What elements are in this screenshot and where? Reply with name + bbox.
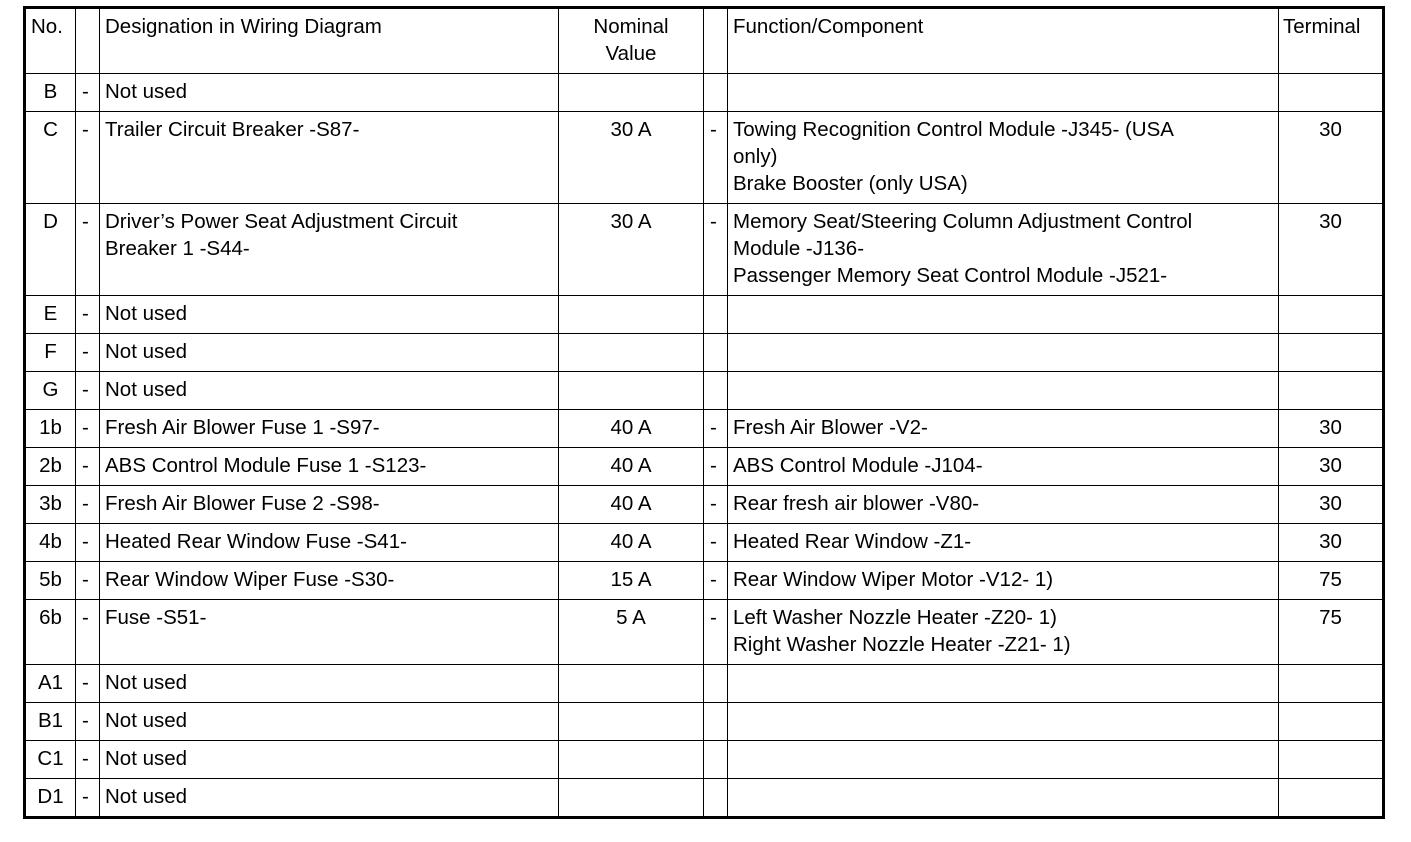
terminal-cell (1279, 741, 1384, 779)
function-cell-line: Rear fresh air blower -V80- (733, 492, 980, 515)
designation-dash: - (76, 486, 100, 524)
fuse-number: 5b (25, 562, 76, 600)
table-row (25, 204, 1384, 296)
function-cell (728, 562, 1279, 600)
designation-cell (100, 372, 559, 410)
function-cell-line: ABS Control Module -J104- (733, 454, 983, 477)
terminal-cell: 75 (1279, 600, 1384, 665)
terminal-cell: 30 (1279, 524, 1384, 562)
function-cell-line: Rear Window Wiper Motor -V12- 1) (733, 568, 1054, 591)
function-dash (704, 74, 728, 112)
terminal-cell (1279, 74, 1384, 112)
function-cell (728, 600, 1279, 665)
function-cell-line: Towing Recognition Control Module -J345- (USA (733, 118, 1174, 141)
table-row (25, 524, 1384, 562)
function-cell (728, 779, 1279, 818)
table-row (25, 112, 1384, 204)
function-cell (728, 204, 1279, 296)
header-terminal: Terminal (1279, 8, 1384, 74)
designation-dash: - (76, 410, 100, 448)
designation-dash: - (76, 204, 100, 296)
designation-cell-line: Not used (105, 671, 188, 694)
designation-dash: - (76, 524, 100, 562)
function-dash (704, 779, 728, 818)
nominal-value-cell: 40 A (559, 448, 704, 486)
table-row (25, 665, 1384, 703)
designation-dash: - (76, 372, 100, 410)
fuse-number: F (25, 334, 76, 372)
fuse-number: C1 (25, 741, 76, 779)
table-row (25, 410, 1384, 448)
designation-cell-line: Not used (105, 80, 188, 103)
fuse-number: 4b (25, 524, 76, 562)
nominal-value-cell: 40 A (559, 486, 704, 524)
designation-cell-line: Rear Window Wiper Fuse -S30- (105, 568, 395, 591)
function-dash: - (704, 448, 728, 486)
designation-cell (100, 112, 559, 204)
designation-dash: - (76, 448, 100, 486)
nominal-value-cell (559, 779, 704, 818)
function-cell (728, 296, 1279, 334)
function-cell-line: Brake Booster (only USA) (733, 172, 968, 195)
function-cell (728, 741, 1279, 779)
nominal-value-cell (559, 741, 704, 779)
function-dash: - (704, 562, 728, 600)
terminal-cell (1279, 334, 1384, 372)
designation-cell-line: ABS Control Module Fuse 1 -S123- (105, 454, 427, 477)
designation-cell-line: Heated Rear Window Fuse -S41- (105, 530, 407, 553)
designation-cell-line: Fuse -S51- (105, 606, 207, 629)
function-dash: - (704, 486, 728, 524)
designation-cell (100, 486, 559, 524)
designation-dash: - (76, 703, 100, 741)
function-dash: - (704, 524, 728, 562)
designation-cell (100, 665, 559, 703)
terminal-cell (1279, 703, 1384, 741)
designation-cell-line: Not used (105, 709, 188, 732)
function-cell (728, 372, 1279, 410)
function-cell-line: Memory Seat/Steering Column Adjustment Control (733, 210, 1193, 233)
function-cell (728, 486, 1279, 524)
designation-cell-line: Not used (105, 340, 188, 363)
fuse-number: 2b (25, 448, 76, 486)
nominal-value-cell: 15 A (559, 562, 704, 600)
designation-cell (100, 741, 559, 779)
designation-cell-line: Not used (105, 302, 188, 325)
table-row (25, 600, 1384, 665)
terminal-cell: 30 (1279, 204, 1384, 296)
function-dash (704, 665, 728, 703)
header-no: No. (25, 8, 76, 74)
designation-cell (100, 703, 559, 741)
function-cell (728, 334, 1279, 372)
designation-cell (100, 448, 559, 486)
nominal-value-cell: 30 A (559, 112, 704, 204)
header-value-line: Value (605, 42, 657, 65)
designation-cell (100, 334, 559, 372)
designation-cell-line: Not used (105, 747, 188, 770)
function-dash: - (704, 112, 728, 204)
function-cell (728, 524, 1279, 562)
designation-cell (100, 296, 559, 334)
header-nominal-line: Nominal (593, 15, 669, 38)
nominal-value-cell (559, 334, 704, 372)
designation-dash: - (76, 296, 100, 334)
nominal-value-cell (559, 703, 704, 741)
table-row (25, 74, 1384, 112)
terminal-cell (1279, 779, 1384, 818)
fuse-number: 1b (25, 410, 76, 448)
designation-cell-line: Not used (105, 785, 188, 808)
fuse-number: A1 (25, 665, 76, 703)
header-function-dash-blank (704, 8, 728, 74)
table-row (25, 448, 1384, 486)
function-dash (704, 741, 728, 779)
designation-dash: - (76, 665, 100, 703)
function-dash (704, 703, 728, 741)
function-dash: - (704, 410, 728, 448)
function-dash: - (704, 204, 728, 296)
table-row (25, 703, 1384, 741)
designation-dash: - (76, 112, 100, 204)
designation-cell-line: Fresh Air Blower Fuse 1 -S97- (105, 416, 380, 439)
terminal-cell (1279, 372, 1384, 410)
designation-cell-line: Fresh Air Blower Fuse 2 -S98- (105, 492, 380, 515)
function-cell (728, 448, 1279, 486)
fuse-number: E (25, 296, 76, 334)
nominal-value-cell (559, 74, 704, 112)
nominal-value-cell: 40 A (559, 410, 704, 448)
function-cell-line: Module -J136- (733, 237, 865, 260)
terminal-cell (1279, 665, 1384, 703)
function-cell (728, 665, 1279, 703)
designation-dash: - (76, 779, 100, 818)
nominal-value-cell (559, 296, 704, 334)
function-cell (728, 74, 1279, 112)
function-cell (728, 410, 1279, 448)
function-dash: - (704, 600, 728, 665)
fuse-number: G (25, 372, 76, 410)
fuse-number: D (25, 204, 76, 296)
header-function: Function/Component (728, 8, 1279, 74)
fuse-number: 6b (25, 600, 76, 665)
fuse-number: 3b (25, 486, 76, 524)
fuse-number: B (25, 74, 76, 112)
designation-cell (100, 779, 559, 818)
designation-dash: - (76, 741, 100, 779)
designation-cell (100, 524, 559, 562)
nominal-value-cell: 40 A (559, 524, 704, 562)
function-dash (704, 334, 728, 372)
designation-cell (100, 562, 559, 600)
fuse-table-body (25, 74, 1384, 818)
header-row (25, 8, 1384, 74)
function-cell-line: Left Washer Nozzle Heater -Z20- 1) (733, 606, 1057, 629)
terminal-cell: 30 (1279, 410, 1384, 448)
function-cell-line: only) (733, 145, 778, 168)
designation-cell-line: Trailer Circuit Breaker -S87- (105, 118, 360, 141)
table-row (25, 334, 1384, 372)
function-dash (704, 296, 728, 334)
fuse-assignment-table (23, 6, 1385, 819)
function-dash (704, 372, 728, 410)
table-row (25, 372, 1384, 410)
designation-cell-line: Not used (105, 378, 188, 401)
table-row (25, 779, 1384, 818)
designation-cell-line: Breaker 1 -S44- (105, 237, 250, 260)
terminal-cell: 75 (1279, 562, 1384, 600)
function-cell-line: Passenger Memory Seat Control Module -J521- (733, 264, 1168, 287)
table-row (25, 296, 1384, 334)
designation-dash: - (76, 600, 100, 665)
nominal-value-cell (559, 665, 704, 703)
function-cell (728, 703, 1279, 741)
nominal-value-cell: 5 A (559, 600, 704, 665)
terminal-cell: 30 (1279, 112, 1384, 204)
function-cell-line: Fresh Air Blower -V2- (733, 416, 928, 439)
designation-cell-line: Driver’s Power Seat Adjustment Circuit (105, 210, 458, 233)
terminal-cell (1279, 296, 1384, 334)
designation-cell (100, 204, 559, 296)
terminal-cell: 30 (1279, 448, 1384, 486)
fuse-number: C (25, 112, 76, 204)
function-cell-line: Heated Rear Window -Z1- (733, 530, 972, 553)
designation-cell (100, 600, 559, 665)
header-designation: Designation in Wiring Diagram (100, 8, 559, 74)
header-nominal-value (559, 8, 704, 74)
designation-dash: - (76, 74, 100, 112)
fuse-number: D1 (25, 779, 76, 818)
nominal-value-cell: 30 A (559, 204, 704, 296)
fuse-number: B1 (25, 703, 76, 741)
function-cell (728, 112, 1279, 204)
table-row (25, 486, 1384, 524)
designation-dash: - (76, 562, 100, 600)
table-row (25, 562, 1384, 600)
function-cell-line: Right Washer Nozzle Heater -Z21- 1) (733, 633, 1071, 656)
header-dash-blank (76, 8, 100, 74)
nominal-value-cell (559, 372, 704, 410)
table-row (25, 741, 1384, 779)
designation-cell (100, 410, 559, 448)
designation-dash: - (76, 334, 100, 372)
designation-cell (100, 74, 559, 112)
terminal-cell: 30 (1279, 486, 1384, 524)
